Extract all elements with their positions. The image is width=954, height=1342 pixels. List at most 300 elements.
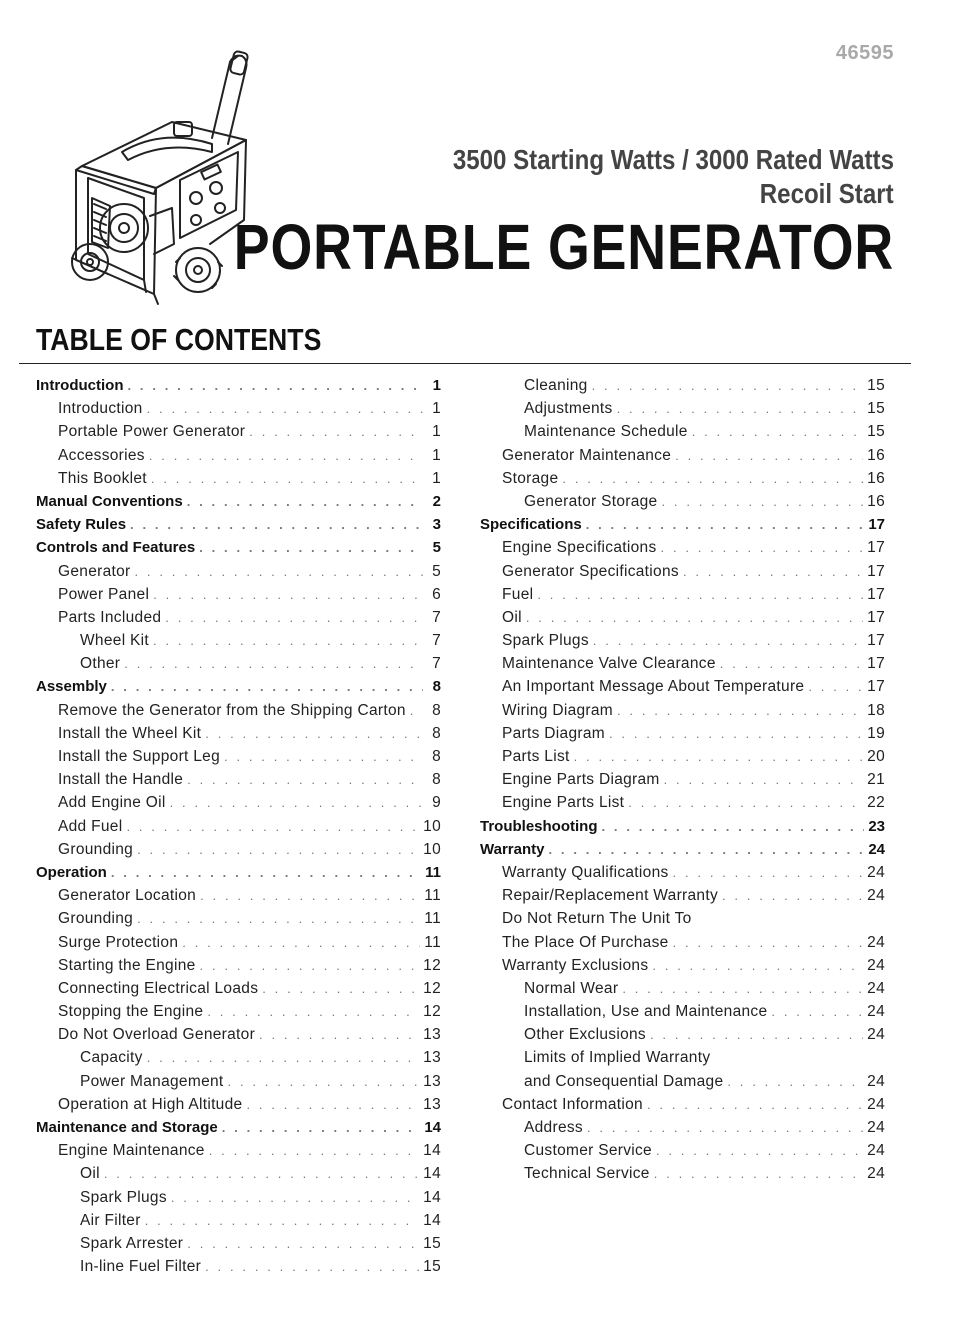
toc-entry[interactable] (36, 563, 441, 586)
toc-entry-title: Air Filter (80, 1211, 141, 1229)
toc-entry[interactable] (36, 725, 441, 748)
dot-leader (692, 424, 863, 439)
toc-entry-page: 14 (423, 1165, 441, 1183)
toc-entry[interactable] (36, 586, 441, 609)
toc-entry-page: 14 (423, 1142, 441, 1160)
toc-entry[interactable] (36, 377, 441, 400)
toc-entry-title: Engine Maintenance (58, 1142, 205, 1160)
toc-entry-title: Normal Wear (524, 979, 619, 997)
toc-entry-page: 15 (867, 423, 885, 441)
toc-entry[interactable] (480, 632, 885, 655)
toc-entry-title: Generator (58, 562, 131, 580)
toc-entry-title: Generator Location (58, 887, 197, 905)
toc-entry-title: Operation at High Altitude (58, 1095, 243, 1113)
toc-entry[interactable] (480, 655, 885, 678)
toc-entry[interactable] (480, 794, 885, 817)
toc-entry[interactable] (36, 794, 441, 817)
toc-entry-title: Install the Handle (58, 771, 184, 789)
dot-leader (562, 471, 863, 486)
toc-entry[interactable] (36, 423, 441, 446)
dot-leader (647, 1097, 863, 1112)
toc-entry-page: 1 (432, 446, 441, 464)
toc-right-column (480, 377, 885, 1189)
toc-entry-page: 24 (867, 1142, 885, 1160)
toc-entry-title: Spark Arrester (80, 1234, 184, 1252)
toc-entry-page: 18 (867, 701, 885, 719)
toc-entry-title: Power Management (80, 1072, 224, 1090)
toc-entry-title: Introduction (36, 377, 124, 394)
toc-entry-title: Oil (80, 1165, 100, 1183)
toc-entry-page: 17 (867, 608, 885, 626)
heading-divider (19, 363, 911, 364)
toc-entry-page: 24 (867, 1165, 885, 1183)
toc-entry-title: Spark Plugs (502, 632, 589, 650)
toc-entry-title: Other (80, 655, 121, 673)
toc-entry[interactable] (36, 980, 441, 1003)
toc-entry[interactable] (36, 516, 441, 539)
toc-entry-title: Maintenance Valve Clearance (502, 655, 716, 673)
toc-entry-page: 14 (423, 1211, 441, 1229)
toc-entry[interactable] (480, 516, 885, 539)
toc-entry[interactable] (36, 1258, 441, 1281)
toc-entry-title: Grounding (58, 910, 134, 928)
toc-entry[interactable] (36, 493, 441, 516)
toc-entry-page: 24 (867, 863, 885, 881)
toc-entry-page: 7 (432, 608, 441, 626)
toc-entry-title: Engine Specifications (502, 539, 657, 557)
toc-entry[interactable] (480, 864, 885, 887)
toc-entry-page: 8 (432, 748, 441, 765)
toc-entry-page: 15 (423, 1258, 441, 1276)
dot-leader (224, 749, 423, 764)
toc-entry-page: 16 (867, 446, 885, 464)
toc-entry-page: 9 (432, 794, 441, 812)
dot-leader (153, 587, 423, 602)
dot-leader (207, 1004, 419, 1019)
dot-leader (650, 1027, 863, 1042)
toc-entry-title: Warranty (480, 840, 545, 858)
toc-entry-title: In-line Fuel Filter (80, 1258, 202, 1276)
toc-entry-page: 2 (432, 492, 441, 510)
dot-leader (182, 935, 420, 950)
toc-entry[interactable] (480, 563, 885, 586)
page-title: PORTABLE GENERATOR (233, 211, 894, 283)
toc-entry-title: Capacity (80, 1049, 143, 1067)
dot-leader (664, 772, 864, 787)
toc-entry-title: Portable Power Generator (58, 423, 246, 441)
toc-entry-page: 24 (867, 1095, 885, 1113)
dot-leader (187, 772, 423, 787)
toc-entry-page: 15 (423, 1234, 441, 1252)
dot-leader (652, 958, 863, 973)
toc-entry[interactable] (36, 1003, 441, 1026)
dot-leader (145, 1213, 419, 1228)
toc-entry[interactable] (480, 1165, 885, 1188)
toc-entry-page: 7 (432, 655, 441, 673)
toc-entry[interactable] (36, 818, 441, 841)
toc-entry-title: Do Not Return The Unit To (502, 910, 692, 928)
dot-leader (246, 1097, 419, 1112)
toc-entry-title: Other Exclusions (524, 1026, 646, 1044)
toc-entry-title: Warranty Qualifications (502, 863, 669, 881)
toc-entry[interactable] (36, 887, 441, 910)
toc-entry[interactable] (36, 1142, 441, 1165)
toc-entry-title: This Booklet (58, 469, 147, 487)
dot-leader (124, 656, 423, 671)
toc-entry-title: Do Not Overload Generator (58, 1026, 256, 1044)
toc-entry[interactable] (36, 1096, 441, 1119)
dot-leader (200, 958, 420, 973)
toc-entry-title: Surge Protection (58, 933, 179, 951)
toc-entry-page: 3 (432, 516, 441, 534)
toc-left-column (36, 377, 441, 1281)
toc-entry-title: Maintenance and Storage (36, 1119, 218, 1136)
toc-entry[interactable] (480, 957, 885, 980)
toc-entry-page: 24 (867, 1003, 885, 1021)
toc-entry-title: Fuel (502, 585, 534, 603)
toc-entry-title: Troubleshooting (480, 817, 598, 835)
toc-entry[interactable] (480, 934, 885, 957)
dot-leader (111, 679, 423, 694)
toc-entry-title: Add Engine Oil (58, 794, 166, 812)
dot-leader (661, 494, 863, 509)
toc-entry-title: An Important Message About Temperature (502, 678, 805, 696)
toc-entry-title: Operation (36, 863, 107, 881)
toc-entry[interactable] (480, 910, 885, 933)
toc-entry-page: 15 (867, 377, 885, 394)
toc-entry-page: 13 (423, 1072, 441, 1090)
toc-entry[interactable] (36, 864, 441, 887)
toc-entry-title: Limits of Implied Warranty (524, 1049, 711, 1067)
dot-leader (622, 981, 863, 996)
dot-leader (661, 540, 864, 555)
toc-entry-page: 1 (432, 377, 441, 394)
subtitle-start-type: Recoil Start (760, 178, 894, 209)
dot-leader (617, 401, 864, 416)
toc-entry-page: 10 (423, 840, 441, 858)
toc-entry[interactable] (480, 539, 885, 562)
toc-entry[interactable] (36, 1049, 441, 1072)
dot-leader (104, 1166, 419, 1181)
dot-leader (205, 1259, 419, 1274)
toc-entry-page: 24 (867, 979, 885, 997)
toc-entry-page: 11 (424, 887, 441, 905)
dot-leader (574, 749, 864, 764)
toc-entry-page: 17 (868, 516, 885, 534)
toc-entry[interactable] (480, 400, 885, 423)
toc-entry-page: 12 (423, 956, 441, 974)
toc-entry[interactable] (480, 887, 885, 910)
toc-entry[interactable] (36, 655, 441, 678)
toc-entry[interactable] (36, 910, 441, 933)
toc-entry-page: 10 (423, 817, 441, 835)
toc-entry-page: 11 (424, 910, 441, 928)
dot-leader (228, 1074, 420, 1089)
toc-entry-page: 19 (867, 724, 885, 742)
dot-leader (262, 981, 419, 996)
toc-heading: TABLE OF CONTENTS (36, 322, 322, 357)
toc-entry-title: Connecting Electrical Loads (58, 979, 259, 997)
dot-leader (170, 795, 423, 810)
toc-entry-title: Generator Storage (524, 492, 658, 510)
toc-entry-page: 23 (868, 817, 885, 835)
toc-entry[interactable] (480, 470, 885, 493)
toc-entry-title: Remove the Generator from the Shipping Carton (58, 701, 406, 719)
model-number: 46595 (835, 42, 894, 64)
dot-leader (135, 564, 424, 579)
toc-entry-page: 16 (867, 469, 885, 487)
dot-leader (205, 726, 423, 741)
dot-leader (147, 401, 423, 416)
dot-leader (200, 888, 420, 903)
dot-leader (771, 1004, 863, 1019)
dot-leader (654, 1166, 863, 1181)
toc-entry-title: Install the Wheel Kit (58, 724, 202, 742)
toc-entry-page: 14 (423, 1188, 441, 1206)
toc-entry[interactable] (480, 1026, 885, 1049)
toc-entry[interactable] (480, 1096, 885, 1119)
dot-leader (593, 633, 863, 648)
toc-entry[interactable] (480, 1003, 885, 1026)
toc-entry-title: Wheel Kit (80, 632, 150, 650)
toc-entry-page: 1 (432, 400, 441, 418)
dot-leader (153, 633, 423, 648)
dot-leader (727, 1074, 863, 1089)
toc-entry-page: 8 (432, 724, 441, 742)
dot-leader (130, 517, 423, 532)
toc-entry-page: 17 (867, 678, 885, 696)
toc-entry-page: 11 (424, 933, 441, 951)
toc-entry-page: 5 (432, 562, 441, 580)
toc-entry-page: 24 (867, 956, 885, 974)
toc-entry[interactable] (36, 841, 441, 864)
dot-leader (410, 703, 423, 718)
dot-leader (548, 842, 864, 857)
dot-leader (720, 656, 863, 671)
dot-leader (587, 1120, 863, 1135)
toc-entry-title: and Consequential Damage (524, 1072, 724, 1090)
toc-entry-page: 6 (432, 585, 441, 603)
toc-entry[interactable] (36, 539, 441, 562)
dot-leader (617, 703, 863, 718)
toc-entry[interactable] (480, 818, 885, 841)
toc-entry-page: 8 (432, 678, 441, 696)
toc-entry-title: Address (524, 1119, 583, 1136)
toc-entry[interactable] (480, 1119, 885, 1142)
dot-leader (147, 1050, 419, 1065)
toc-entry[interactable] (36, 1235, 441, 1258)
dot-leader (187, 494, 423, 509)
toc-entry-title: Parts List (502, 748, 570, 765)
toc-entry[interactable] (36, 632, 441, 655)
toc-entry-page: 12 (423, 1003, 441, 1021)
dot-leader (126, 819, 419, 834)
toc-entry-page: 24 (867, 933, 885, 951)
toc-entry-page: 8 (432, 771, 441, 789)
toc-entry-page: 11 (425, 863, 441, 881)
toc-entry-page: 21 (867, 771, 885, 789)
toc-entry[interactable] (36, 400, 441, 423)
toc-entry-title: Wiring Diagram (502, 701, 613, 719)
toc-entry-title: Storage (502, 469, 559, 487)
toc-entry-page: 1 (432, 423, 441, 441)
toc-entry[interactable] (480, 447, 885, 470)
toc-entry[interactable] (36, 934, 441, 957)
toc-entry-title: Parts Diagram (502, 724, 605, 742)
toc-entry[interactable] (36, 1073, 441, 1096)
toc-entry-title: Parts Included (58, 608, 162, 626)
toc-entry-title: Safety Rules (36, 516, 127, 534)
toc-entry[interactable] (480, 702, 885, 725)
toc-entry-title: Cleaning (524, 377, 588, 394)
toc-entry-page: 1 (432, 469, 441, 487)
toc-entry-title: Spark Plugs (80, 1188, 167, 1206)
toc-entry-title: Customer Service (524, 1142, 652, 1160)
dot-leader (111, 865, 421, 880)
toc-entry-title: Specifications (480, 516, 582, 534)
toc-entry[interactable] (480, 423, 885, 446)
toc-entry[interactable] (36, 1026, 441, 1049)
toc-entry-title: Stopping the Engine (58, 1003, 204, 1021)
toc-entry-page: 20 (867, 748, 885, 765)
toc-entry-page: 13 (423, 1095, 441, 1113)
dot-leader (137, 911, 420, 926)
toc-entry-title: Assembly (36, 678, 107, 696)
dot-leader (137, 842, 419, 857)
toc-entry[interactable] (36, 609, 441, 632)
toc-entry-page: 13 (423, 1026, 441, 1044)
toc-entry[interactable] (480, 609, 885, 632)
toc-entry-page: 17 (867, 539, 885, 557)
toc-entry-title: Maintenance Schedule (524, 423, 688, 441)
toc-entry[interactable] (480, 1142, 885, 1165)
toc-entry[interactable] (36, 470, 441, 493)
toc-entry-page: 13 (423, 1049, 441, 1067)
toc-entry-page: 17 (867, 562, 885, 580)
toc-entry-title: Engine Parts List (502, 794, 625, 812)
toc-entry-page: 24 (867, 887, 885, 905)
toc-entry[interactable] (36, 771, 441, 794)
dot-leader (592, 378, 864, 393)
toc-entry-page: 14 (424, 1119, 441, 1136)
toc-entry-title: Repair/Replacement Warranty (502, 887, 718, 905)
toc-entry[interactable] (480, 493, 885, 516)
dot-leader (222, 1120, 421, 1135)
toc-entry[interactable] (36, 1165, 441, 1188)
toc-entry-title: Generator Maintenance (502, 446, 672, 464)
toc-entry-page: 8 (432, 701, 441, 719)
toc-entry-title: Technical Service (524, 1165, 650, 1183)
toc-entry[interactable] (36, 447, 441, 470)
toc-entry[interactable] (480, 377, 885, 400)
toc-entry[interactable] (480, 771, 885, 794)
toc-entry[interactable] (36, 748, 441, 771)
toc-entry-title: Warranty Exclusions (502, 956, 649, 974)
toc-entry[interactable] (480, 1073, 885, 1096)
toc-entry-page: 15 (867, 400, 885, 418)
dot-leader (722, 888, 863, 903)
toc-entry-title: Grounding (58, 840, 134, 858)
toc-entry[interactable] (480, 586, 885, 609)
dot-leader (249, 424, 423, 439)
dot-leader (609, 726, 863, 741)
toc-entry-title: Engine Parts Diagram (502, 771, 660, 789)
toc-entry-title: Contact Information (502, 1095, 643, 1113)
toc-entry[interactable] (480, 748, 885, 771)
dot-leader (526, 610, 863, 625)
toc-entry[interactable] (480, 678, 885, 701)
toc-entry-title: Introduction (58, 400, 143, 418)
dot-leader (602, 819, 865, 834)
toc-entry-page: 24 (867, 1119, 885, 1136)
toc-entry-page: 17 (867, 655, 885, 673)
toc-entry-title: The Place Of Purchase (502, 933, 669, 951)
dot-leader (199, 540, 423, 555)
toc-entry[interactable] (36, 1189, 441, 1212)
toc-entry-page: 17 (867, 585, 885, 603)
toc-entry-page: 24 (868, 840, 885, 858)
toc-entry[interactable] (36, 1212, 441, 1235)
toc-entry[interactable] (480, 980, 885, 1003)
toc-entry-page: 5 (432, 539, 441, 557)
toc-entry[interactable] (480, 1049, 885, 1072)
toc-entry-title: Installation, Use and Maintenance (524, 1003, 768, 1021)
toc-entry[interactable] (36, 1119, 441, 1142)
dot-leader (127, 378, 423, 393)
toc-entry-title: Oil (502, 608, 522, 626)
dot-leader (673, 865, 864, 880)
dot-leader (151, 471, 423, 486)
dot-leader (808, 679, 863, 694)
generator-illustration-icon (62, 48, 258, 306)
dot-leader (673, 935, 864, 950)
toc-entry-title: Adjustments (524, 400, 613, 418)
dot-leader (683, 564, 863, 579)
toc-entry[interactable] (36, 957, 441, 980)
toc-entry[interactable] (36, 678, 441, 701)
dot-leader (259, 1027, 419, 1042)
toc-entry-page: 17 (867, 632, 885, 650)
dot-leader (586, 517, 865, 532)
toc-entry-page: 16 (867, 492, 885, 510)
dot-leader (675, 448, 863, 463)
toc-entry-page: 24 (867, 1026, 885, 1044)
toc-entry-title: Install the Support Leg (58, 748, 221, 765)
toc-entry-title: Add Fuel (58, 817, 123, 835)
toc-entry[interactable] (480, 725, 885, 748)
toc-entry[interactable] (36, 702, 441, 725)
dot-leader (171, 1190, 419, 1205)
toc-entry-page: 12 (423, 979, 441, 997)
toc-entry-page: 22 (867, 794, 885, 812)
dot-leader (209, 1143, 419, 1158)
toc-entry-title: Power Panel (58, 585, 150, 603)
dot-leader (628, 795, 863, 810)
toc-entry-title: Controls and Features (36, 539, 196, 557)
dot-leader (537, 587, 863, 602)
toc-entry-page: 7 (432, 632, 441, 650)
dot-leader (656, 1143, 863, 1158)
dot-leader (187, 1236, 419, 1251)
dot-leader (149, 448, 423, 463)
toc-entry[interactable] (480, 841, 885, 864)
toc-entry-title: Starting the Engine (58, 956, 196, 974)
dot-leader (165, 610, 423, 625)
subtitle-watts: 3500 Starting Watts / 3000 Rated Watts (452, 144, 894, 175)
toc-entry-title: Generator Specifications (502, 562, 679, 580)
toc-entry-page: 24 (867, 1072, 885, 1090)
toc-entry-title: Accessories (58, 446, 145, 464)
